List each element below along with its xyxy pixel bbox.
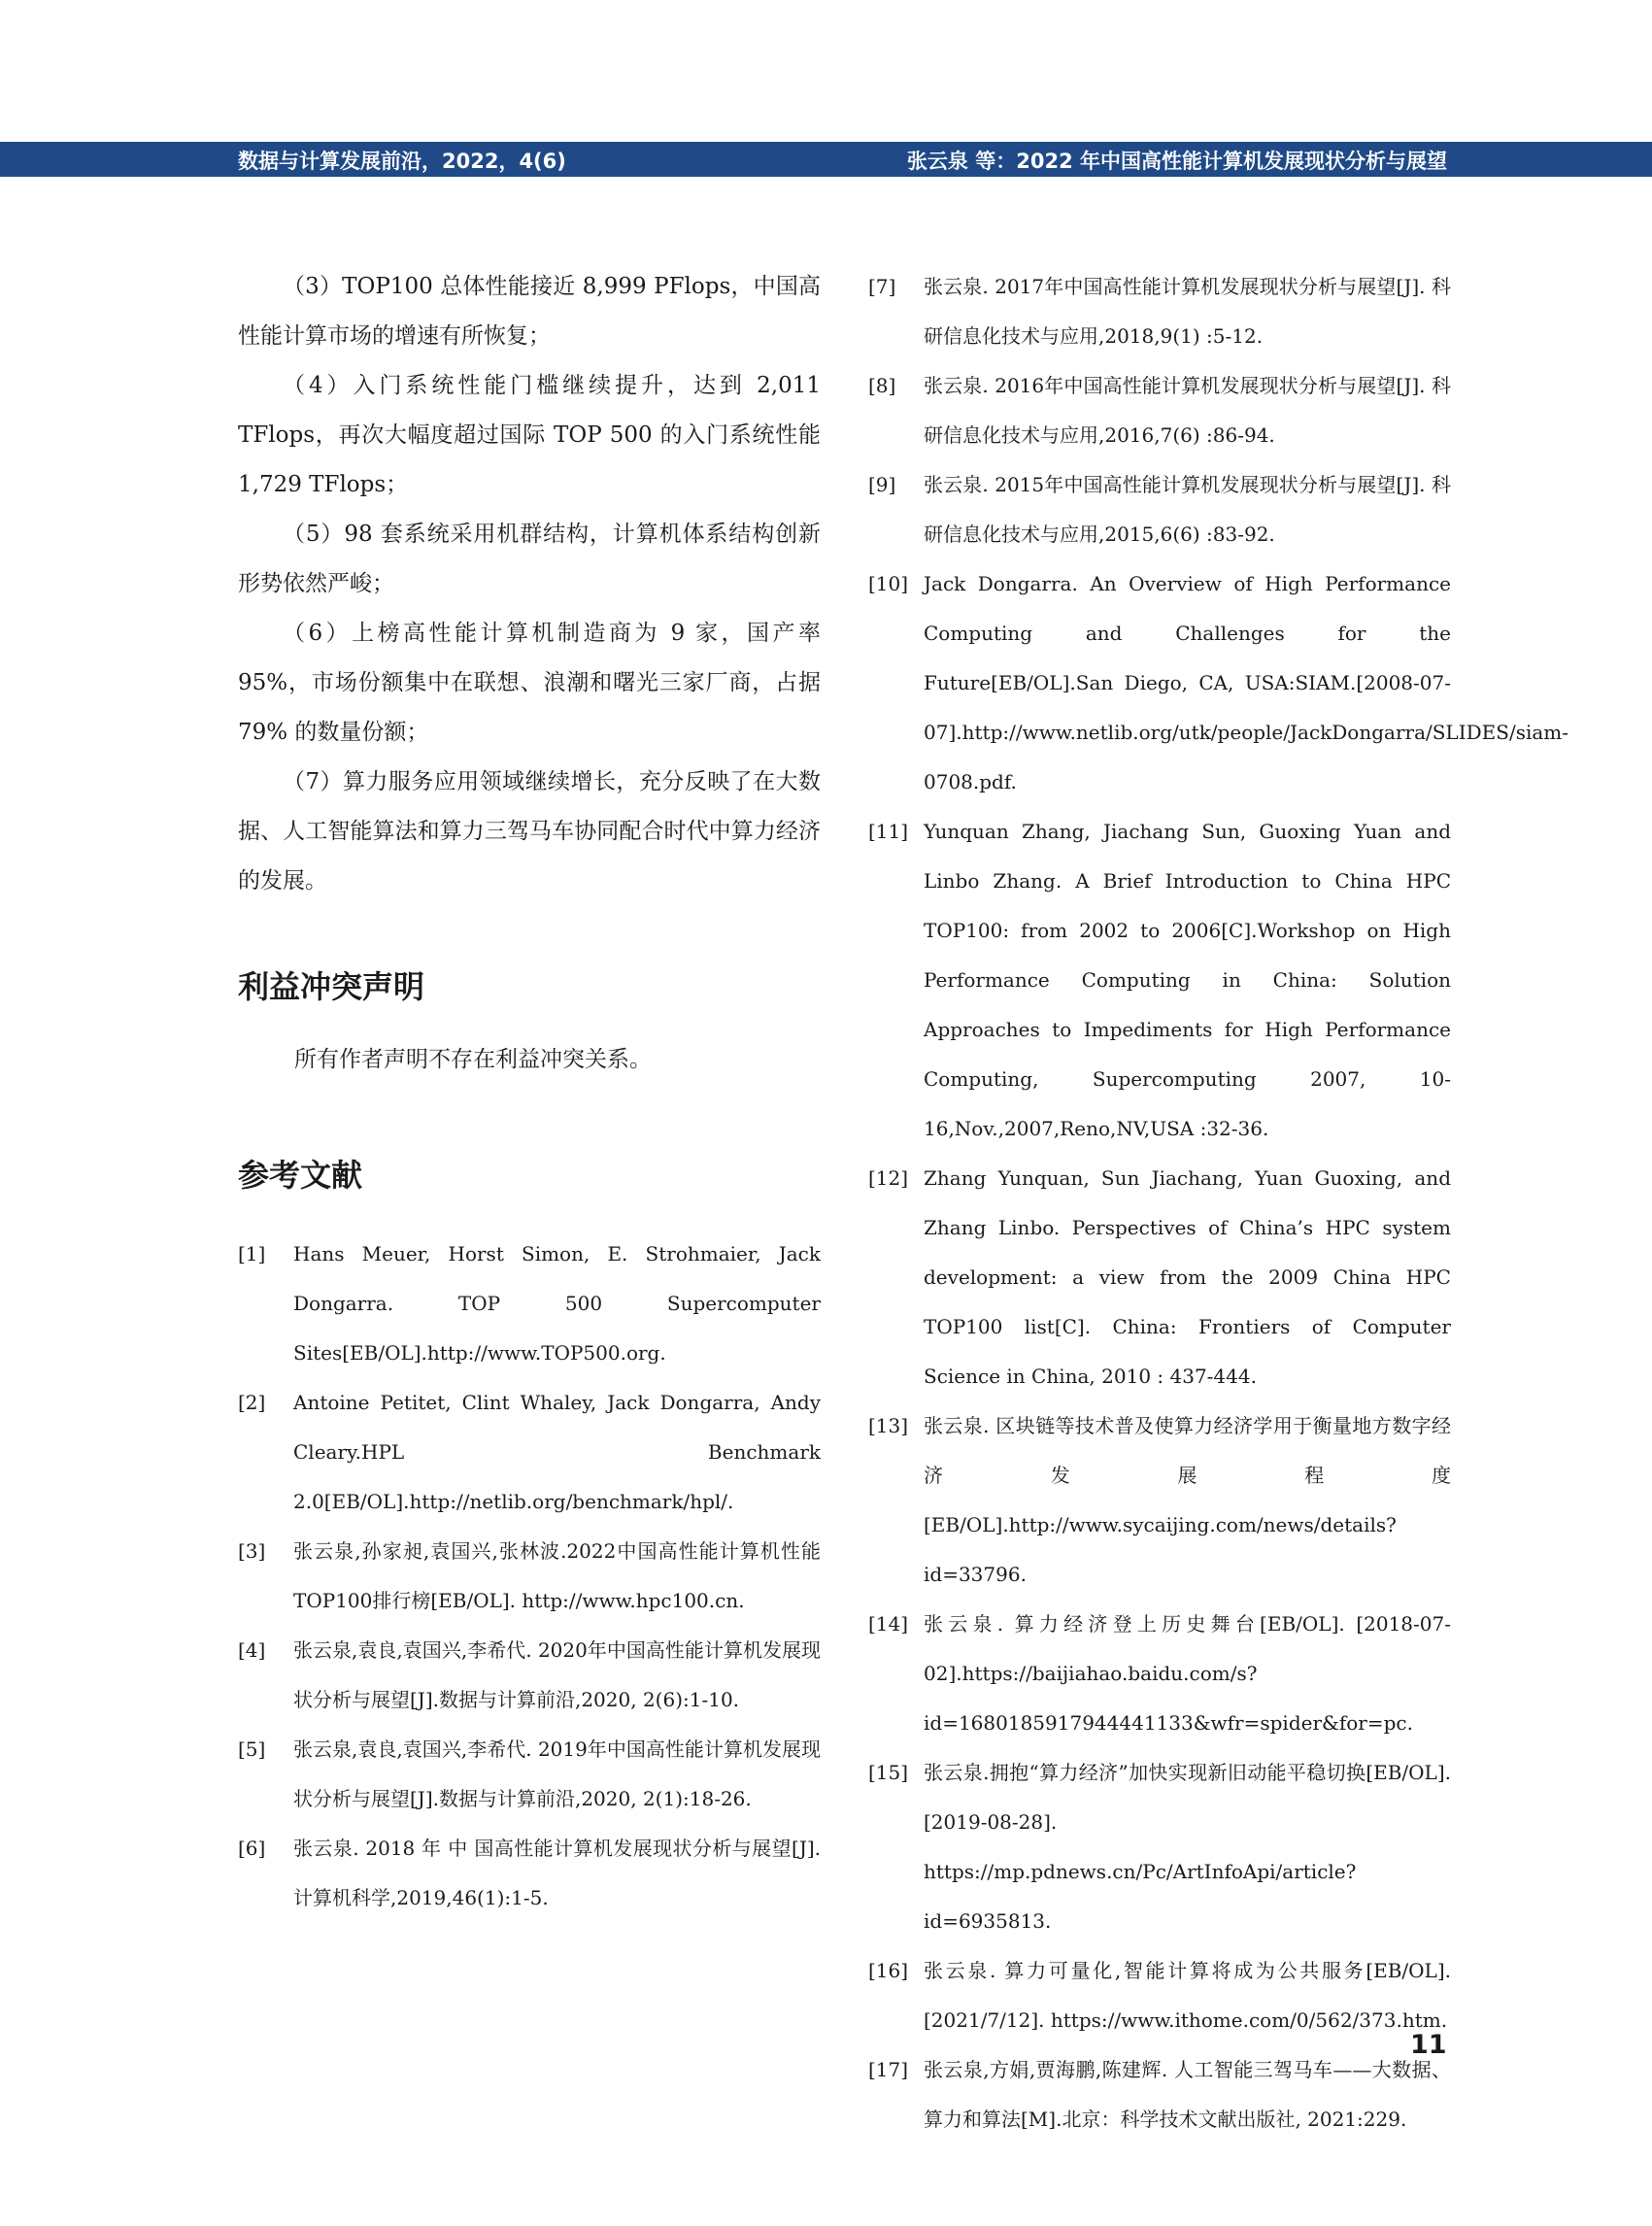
reference-number: [8] — [868, 374, 896, 397]
reference-item — [238, 1378, 821, 1527]
reference-text: Zhang Yunquan, Sun Jiachang, Yuan Guoxing, and Zhang Linbo. Perspectives of China’s HPC system development: a view from the 2009 China HPC TOP100 list[C]. China: Frontiers of Computer Science in China, 2010 : 437-444. — [924, 1166, 1451, 1388]
body-paragraph: （6）上榜高性能计算机制造商为 9 家，国产率 95%，市场份额集中在联想、浪潮和曙光三家厂商，占据 79% 的数量份额； — [238, 621, 821, 745]
reference-number: [6] — [238, 1837, 266, 1860]
reference-text: 张云泉. 算力经济登上历史舞台[EB/OL]. [2018-07-02].https://baijiahao.baidu.com/s?id=1680185917944441133&wfr=spider&for=pc. — [924, 1612, 1451, 1735]
reference-number: [9] — [868, 473, 896, 496]
reference-text: 张云泉.拥抱“算力经济”加快实现新旧动能平稳切换[EB/OL].[2019-08-28]. https://mp.pdnews.cn/Pc/ArtInfoApi/article?id=6935813. — [924, 1761, 1451, 1933]
reference-number: [13] — [868, 1414, 909, 1437]
reference-text: 张云泉. 2016年中国高性能计算机发展现状分析与展望[J]. 科研信息化技术与应用,2016,7(6) :86-94. — [924, 374, 1451, 447]
reference-text: 张云泉,袁良,袁国兴,李希代. 2019年中国高性能计算机发展现状分析与展望[J].数据与计算前沿,2020, 2(1):18-26. — [293, 1737, 821, 1810]
reference-number: [5] — [238, 1737, 266, 1761]
reference-text: 张云泉,方娟,贾海鹏,陈建辉. 人工智能三驾马车——大数据、算力和算法[M].北京：科学技术文献出版社, 2021:229. — [924, 2058, 1451, 2131]
reference-item — [238, 1527, 821, 1626]
journal-citation: 数据与计算发展前沿，2022，4(6) — [238, 150, 566, 173]
reference-number: [3] — [238, 1539, 266, 1563]
body-paragraph: （7）算力服务应用领域继续增长，充分反映了在大数据、人工智能算法和算力三驾马车协同配合时代中算力经济的发展。 — [238, 769, 821, 894]
body-paragraph: （3）TOP100 总体性能接近 8,999 PFlops，中国高性能计算市场的增速有所恢复； — [238, 274, 821, 349]
reference-number: [4] — [238, 1638, 266, 1662]
reference-item — [868, 1401, 1451, 1600]
reference-item — [868, 1600, 1451, 1748]
reference-text: 张云泉. 算力可量化,智能计算将成为公共服务[EB/OL]. [2021/7/12]. https://www.ithome.com/0/562/373.htm. — [924, 1959, 1451, 2032]
body-paragraph: （4）入门系统性能门槛继续提升，达到 2,011 TFlops，再次大幅度超过国际 TOP 500 的入门系统性能 1,729 TFlops； — [238, 373, 821, 497]
reference-item — [868, 807, 1451, 1154]
conflict-statement: 所有作者声明不存在利益冲突关系。 — [294, 1047, 652, 1072]
references-section-title: 参考文献 — [238, 1157, 363, 1194]
reference-text: 张云泉,孙家昶,袁国兴,张林波.2022中国高性能计算机性能TOP100排行榜[EB/OL]. http://www.hpc100.cn. — [293, 1539, 821, 1612]
reference-text: 张云泉. 2017年中国高性能计算机发展现状分析与展望[J]. 科研信息化技术与应用,2018,9(1) :5-12. — [924, 275, 1451, 348]
reference-number: [2] — [238, 1391, 266, 1414]
reference-number: [11] — [868, 820, 909, 843]
reference-text: 张云泉. 2018 年 中 国高性能计算机发展现状分析与展望[J]. 计算机科学,2019,46(1):1-5. — [293, 1837, 821, 1909]
reference-text: 张云泉,袁良,袁国兴,李希代. 2020年中国高性能计算机发展现状分析与展望[J].数据与计算前沿,2020, 2(6):1-10. — [293, 1638, 821, 1711]
body-paragraph: （5）98 套系统采用机群结构，计算机体系结构创新形势依然严峻； — [238, 522, 821, 596]
conflict-section-title: 利益冲突声明 — [238, 968, 425, 1005]
reference-item — [238, 1725, 821, 1824]
reference-text: Yunquan Zhang, Jiachang Sun, Guoxing Yuan and Linbo Zhang. A Brief Introduction to China HPC TOP100: from 2002 to 2006[C].Workshop on High Performance Computing in China: Solution Approaches to Impediments for High Performance Computing, Supercomputing 2007, 10-16,Nov.,2007,Reno,NV,USA :32-36. — [924, 820, 1451, 1140]
right-column — [868, 262, 1568, 2144]
reference-item — [238, 1230, 821, 1378]
reference-number: [12] — [868, 1166, 909, 1190]
reference-item — [238, 1626, 821, 1725]
reference-item — [868, 1946, 1451, 2045]
reference-item — [868, 2045, 1451, 2144]
reference-list-left — [238, 1230, 821, 1923]
article-running-title: 张云泉 等：2022 年中国高性能计算机发展现状分析与展望 — [906, 150, 1447, 173]
reference-item — [868, 460, 1451, 559]
reference-item — [868, 559, 1568, 807]
reference-item — [868, 1154, 1451, 1401]
reference-item — [868, 361, 1451, 460]
reference-item — [238, 1824, 821, 1923]
reference-number: [1] — [238, 1242, 266, 1265]
running-header — [0, 142, 1652, 177]
reference-text: Hans Meuer, Horst Simon, E. Strohmaier, Jack Dongarra. TOP 500 Supercomputer Sites[EB/OL].http://www.TOP500.org. — [293, 1242, 821, 1365]
left-column — [238, 262, 821, 1923]
reference-item — [868, 262, 1451, 361]
reference-number: [14] — [868, 1612, 909, 1636]
reference-list-right — [868, 262, 1568, 2144]
reference-text: Antoine Petitet, Clint Whaley, Jack Dongarra, Andy Cleary.HPL Benchmark 2.0[EB/OL].http://netlib.org/benchmark/hpl/. — [293, 1391, 821, 1513]
reference-number: [10] — [868, 572, 909, 595]
reference-number: [17] — [868, 2058, 909, 2081]
reference-number: [7] — [868, 275, 896, 298]
reference-item — [868, 1748, 1451, 1946]
reference-number: [15] — [868, 1761, 909, 1784]
reference-text: Jack Dongarra. An Overview of High Performance Computing and Challenges for the Future[EB/OL].San Diego, CA, USA:SIAM.[2008-07-07].http://www.netlib.org/utk/people/JackDongarra/SLIDES/siam-0708.pdf. — [924, 572, 1568, 793]
reference-text: 张云泉. 2015年中国高性能计算机发展现状分析与展望[J]. 科研信息化技术与应用,2015,6(6) :83-92. — [924, 473, 1451, 546]
reference-number: [16] — [868, 1959, 909, 1982]
reference-text: 张云泉. 区块链等技术普及使算力经济学用于衡量地方数字经济发展程度[EB/OL].http://www.sycaijing.com/news/details?id=33796. — [924, 1414, 1451, 1586]
page-number: 11 — [1410, 2030, 1447, 2060]
